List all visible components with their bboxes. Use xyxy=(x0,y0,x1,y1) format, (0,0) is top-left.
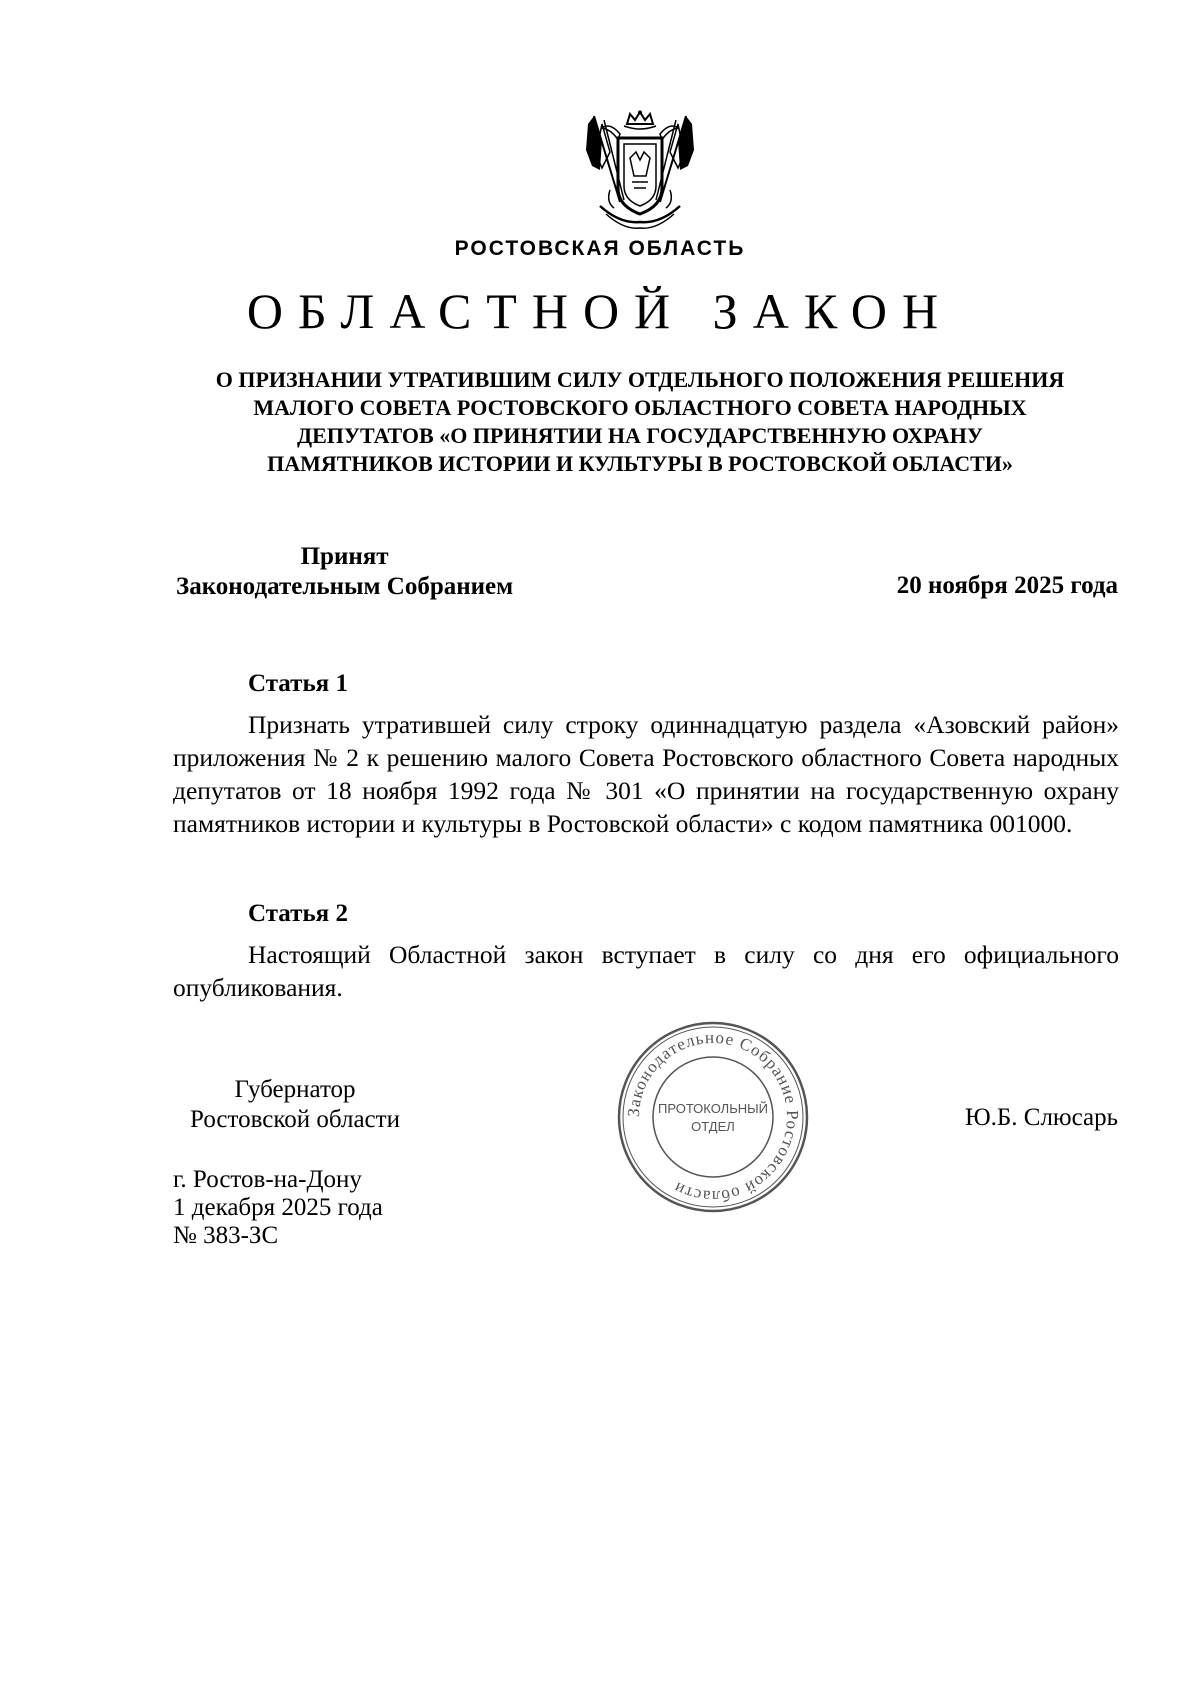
seal-center-line-2: ОТДЕЛ xyxy=(691,1119,735,1134)
svg-text:Законодательное Собрание Росто xyxy=(624,1028,802,1206)
signatory-name: Ю.Б. Слюсарь xyxy=(964,1104,1118,1131)
signatory-position xyxy=(170,1075,420,1135)
signatory-position-line-2: Ростовской области xyxy=(190,1106,400,1133)
adoption-date: 20 ноября 2025 года xyxy=(896,572,1118,599)
adoption-line-2: Законодательным Собранием xyxy=(176,573,514,600)
issue-details xyxy=(173,1166,383,1250)
law-number: № 383-ЗС xyxy=(173,1222,279,1249)
law-title-line: О ПРИЗНАНИИ УТРАТИВШИМ СИЛУ ОТДЕЛЬНОГО ПОЛОЖЕНИЯ РЕШЕНИЯ xyxy=(215,367,1065,392)
issue-date: 1 декабря 2025 года xyxy=(173,1194,383,1221)
law-title-line: ПАМЯТНИКОВ ИСТОРИИ И КУЛЬТУРЫ В РОСТОВСКОЙ ОБЛАСТИ» xyxy=(267,451,1013,476)
adoption-body xyxy=(176,542,513,602)
seal-center-line-1: ПРОТОКОЛЬНЫЙ xyxy=(657,1101,769,1116)
coat-of-arms-icon xyxy=(580,110,700,232)
article-1-text: Признать утратившей силу строку одиннадцатую раздела «Азовский район» приложения № 2 к решению малого Совета Ростовского областного Совета народных депутатов от 18 ноября 1992 года № 301 «О принятии на государственную охрану памятников истории и культуры в Ростовской области» с кодом памятника 001000. xyxy=(173,710,1119,838)
article-2-text: Настоящий Областной закон вступает в силу со дня его официального опубликования. xyxy=(173,940,1119,1002)
adoption-line-1: Принят xyxy=(300,543,389,570)
law-title-line: ДЕПУТАТОВ «О ПРИНЯТИИ НА ГОСУДАРСТВЕННУЮ ОХРАНУ xyxy=(296,423,984,448)
seal-ring-text: Законодательное Собрание Ростовской области xyxy=(623,1027,803,1207)
official-seal xyxy=(613,1017,813,1217)
law-title xyxy=(160,366,1120,478)
law-title-line: МАЛОГО СОВЕТА РОСТОВСКОГО ОБЛАСТНОГО СОВЕТА НАРОДНЫХ xyxy=(253,395,1027,420)
article-2-heading: Статья 2 xyxy=(248,900,348,927)
article-1-heading: Статья 1 xyxy=(248,670,348,697)
signatory-position-line-1: Губернатор xyxy=(234,1076,356,1103)
region-name: РОСТОВСКАЯ ОБЛАСТЬ xyxy=(454,237,746,260)
document-type: ОБЛАСТНОЙ ЗАКОН xyxy=(246,283,954,339)
issue-place: г. Ростов-на-Дону xyxy=(173,1166,362,1193)
